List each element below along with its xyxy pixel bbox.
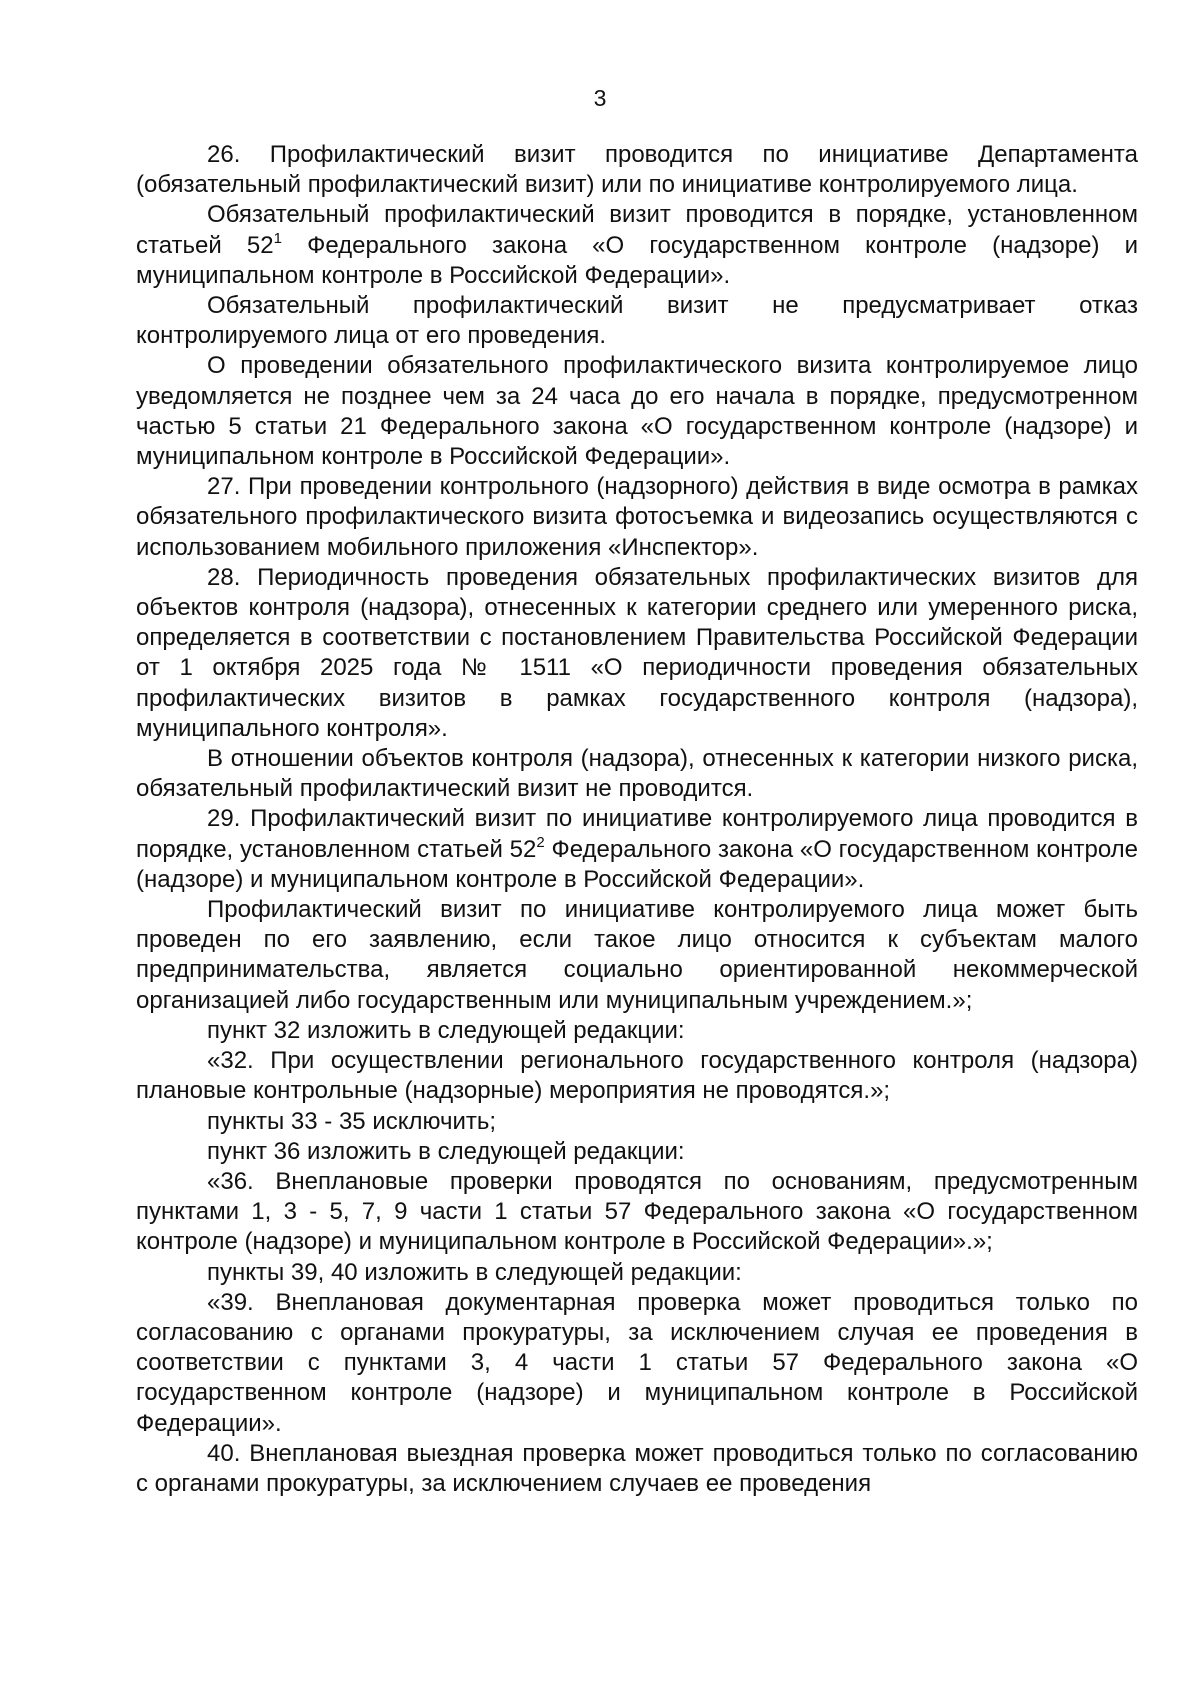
paragraph-28: 28. Периодичность проведения обязательных профилактических визитов для объектов контроля (надзора), отнесенных к категории среднего или умеренного риска, определяется в соответствии с постановлением Правительства Российской Федерации от 1 октября 2025 года № 1511 «О периодичности проведения обязательных профилактических визитов в рамках государственного контроля (надзора), муниципального контроля».: [136, 563, 1138, 742]
paragraph-text: Федерального закона «О государственном контроле (надзоре) и муниципальном контроле в Российской Федерации».: [136, 835, 1138, 893]
paragraph-items-33-35: пункты 33 - 35 исключить;: [207, 1107, 497, 1135]
paragraph-small-business: Профилактический визит по инициативе контролируемого лица может быть проведен по его заявлению, если такое лицо относится к субъектам малого предпринимательства, является социально ориентированной некоммерческой организацией либо государственным или муниципальным учреждением.»;: [136, 896, 1138, 1014]
paragraph-no-refusal: Обязательный профилактический визит не предусматривает отказ контролируемого лица от его проведения.: [136, 292, 1138, 350]
paragraph-27: 27. При проведении контрольного (надзорного) действия в виде осмотра в рамках обязательного профилактического визита фотосъемка и видеозапись осуществляются с использованием мобильного приложения «Инспектор».: [136, 473, 1138, 561]
paragraph-notification: О проведении обязательного профилактического визита контролируемое лицо уведомляется не позднее чем за 24 часа до его начала в порядке, предусмотренном частью 5 статьи 21 Федерального закона «О государственном контроле (надзоре) и муниципальном контроле в Российской Федерации».: [136, 352, 1138, 471]
paragraph-item-36-intro: пункт 36 изложить в следующей редакции:: [207, 1137, 685, 1165]
page-number: 3: [593, 85, 607, 111]
paragraph-items-39-40-intro: пункты 39, 40 изложить в следующей редакции:: [207, 1258, 742, 1286]
superscript: 1: [273, 229, 282, 247]
superscript: 2: [536, 833, 545, 851]
paragraph-40: 40. Внеплановая выездная проверка может проводиться только по согласованию с органами прокуратуры, за исключением случаев ее проведения: [136, 1439, 1138, 1497]
paragraph-26: 26. Профилактический визит проводится по инициативе Департамента (обязательный профилактический визит) или по инициативе контролируемого лица.: [136, 141, 1138, 199]
paragraph-text: 29. Профилактический визит по инициативе контролируемого лица проводится в порядке, установленном статьей 52: [136, 805, 1138, 863]
paragraph-item-32-intro: пункт 32 изложить в следующей редакции:: [207, 1016, 685, 1044]
paragraph-39: «39. Внеплановая документарная проверка может проводиться только по согласованию с органами прокуратуры, за исключением случая ее проведения в соответствии с пунктами 3, 4 части 1 статьи 57 Федерального закона «О государственном контроле (надзоре) и муниципальном контроле в Российской Федерации».: [136, 1288, 1138, 1437]
document-body: [136, 140, 1138, 1499]
paragraph-text: Обязательный профилактический визит проводится в порядке, установленном статьей 52: [136, 201, 1138, 259]
paragraph-low-risk: В отношении объектов контроля (надзора), отнесенных к категории низкого риска, обязательный профилактический визит не проводится.: [136, 745, 1138, 803]
paragraph-29: [136, 804, 1138, 895]
paragraph-mandatory-visit-order: [136, 200, 1138, 291]
paragraph-36: «36. Внеплановые проверки проводятся по основаниям, предусмотренным пунктами 1, 3 - 5, 7, 9 части 1 статьи 57 Федерального закона «О государственном контроле (надзоре) и муниципальном контроле в Российской Федерации».»;: [136, 1167, 1138, 1256]
paragraph-text: Федерального закона «О государственном контроле (надзоре) и муниципальном контроле в Российской Федерации».: [136, 231, 1138, 289]
paragraph-32: «32. При осуществлении регионального государственного контроля (надзора) плановые контрольные (надзорные) мероприятия не проводятся.»;: [136, 1047, 1138, 1105]
